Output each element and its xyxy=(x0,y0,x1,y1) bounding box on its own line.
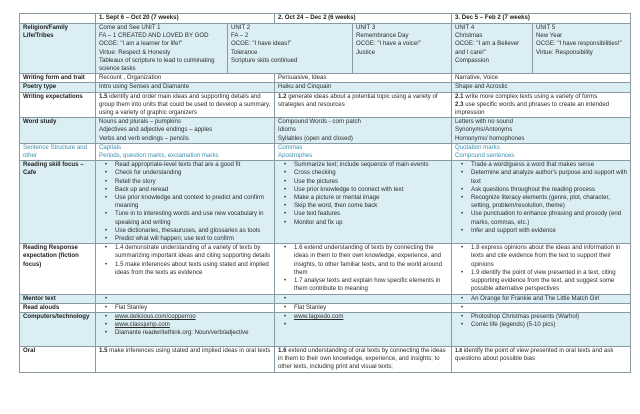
term-1-cell: 1.5 make inferences using stated and implied ideas in oral texts xyxy=(96,346,275,372)
term-1-cell: 1.5 identify and order main ideas and supporting details and group them into units that could be used to develop a summary, using a variety of graphic organizers xyxy=(96,92,275,118)
row-label: Religion/Family Life/Tribes xyxy=(20,24,96,74)
list-item: • Trade a word/guess a word that makes sense xyxy=(465,161,627,169)
term-1-cell: Intro using Senses and Diamante xyxy=(96,83,275,92)
term-3-cell: Quotation marks Compound sentences xyxy=(452,143,631,160)
term-2-cell: Haiku and Cinquain xyxy=(275,83,452,92)
list-item: • Use prior knowledge to connect with text xyxy=(288,186,448,194)
list-item: • Flat Stanley xyxy=(109,304,271,312)
read-alouds-row xyxy=(20,303,631,312)
list-item: • Use the pictures xyxy=(288,178,448,186)
list-item: • Retell the story xyxy=(109,178,271,186)
row-label: Word study xyxy=(20,118,96,144)
unit-5-cell: UNIT 5 New Year OCGE: "I have responsibilities!" Virtue: Responsibility xyxy=(533,24,631,74)
term-1-cell: Recount , Organization xyxy=(96,74,275,83)
list-item: • 1.7 analyse texts and explain how specific elements in them contribute to meaning xyxy=(288,277,448,293)
list-item: • Diamante readwritethink.org: Noun/verb/adjective xyxy=(109,329,271,337)
religion-row xyxy=(20,24,631,74)
list-item: • An Orange for Frankie and The Little Match Girl xyxy=(465,295,627,303)
list-item: • 1.6 extend understanding of texts by connecting the ideas in them to their own knowledge, experience, and insights, to other familiar texts, and to the world around them xyxy=(288,244,448,277)
term-3-cell xyxy=(452,161,631,244)
term-2-cell xyxy=(275,244,452,294)
term-1-cell: Capitals Periods, question marks, exclamation marks xyxy=(96,143,275,160)
term-2-cell: Persuasive, Ideas xyxy=(275,74,452,83)
oral-row xyxy=(20,346,631,372)
list-item: • Comic life (legends) (5-10 pics) xyxy=(465,321,627,329)
list-item: • Infer and support with evidence xyxy=(465,227,627,235)
term-2-cell xyxy=(275,303,452,312)
list-item: • Ask questions throughout the reading process xyxy=(465,186,627,194)
list-item: • 1.8 express opinions about the ideas and information in texts and cite evidence from the text to support their opinions xyxy=(465,244,627,269)
row-label: Reading skill focus – Cafe xyxy=(20,161,96,244)
list-item: • Summarize text; include sequence of main events xyxy=(288,161,448,169)
term-3-cell xyxy=(452,303,631,312)
term-2-cell: Commas Apostrophes xyxy=(275,143,452,160)
list-item: • Skip the word, then come back xyxy=(288,202,448,210)
list-item: • Determine and analyze author's purpose and support with text xyxy=(465,169,627,185)
term-1-cell xyxy=(96,294,275,303)
list-item: • 1.5 make inferences about texts using stated and implied ideas from the texts as evidence xyxy=(109,261,271,277)
term-1-cell xyxy=(96,244,275,294)
poetry-row xyxy=(20,83,631,92)
row-label: Read alouds xyxy=(20,303,96,312)
unit-4-cell: UNIT 4 Christmas OCGE: "I am a Believer and I care!" Compassion xyxy=(452,24,533,74)
writing-expectations-row xyxy=(20,92,631,118)
term-1-cell xyxy=(96,312,275,346)
term-3-cell xyxy=(452,294,631,303)
term-2-cell: 1.2 generate ideas about a potential topic using a variety of strategies and resources xyxy=(275,92,452,118)
term-3-cell: Shape and Acrostic xyxy=(452,83,631,92)
technology-row xyxy=(20,312,631,346)
corner-cell xyxy=(20,14,96,24)
row-label: Computers/technology xyxy=(20,312,96,346)
term-3-cell xyxy=(452,312,631,346)
list-item: • Tune in to interesting words and use new vocabulary in speaking and writing xyxy=(109,210,271,226)
writing-form-row xyxy=(20,74,631,83)
term-3-header: 3. Dec 5 – Feb 2 (7 weeks) xyxy=(452,14,631,24)
term-2-cell xyxy=(275,294,452,303)
term-3-cell: 2.1 write more complex texts using a variety of forms 2.3 use specific words and phrases to create an intended impression xyxy=(452,92,631,118)
row-label: Poetry type xyxy=(20,83,96,92)
term-2-header: 2. Oct 24 – Dec 2 (6 weeks) xyxy=(275,14,452,24)
term-3-cell: 1.8 identify the point of view presented in oral texts and ask questions about possible bias xyxy=(452,346,631,372)
list-item: • Cross checking xyxy=(288,169,448,177)
row-label: Oral xyxy=(20,346,96,372)
unit-3-cell: UNIT 3 Remembrance Day OCGE: "I have a voice!" Justice xyxy=(353,24,452,74)
list-item: • Use prior knowledge and context to predict and confirm meaning xyxy=(109,194,271,210)
row-label: Reading Response expectation (fiction focus) xyxy=(20,244,96,294)
list-item: • Back up and reread xyxy=(109,186,271,194)
list-item: • Photoshop Christmas presents (Warhol) xyxy=(465,313,627,321)
mentor-text-row xyxy=(20,294,631,303)
reading-skill-row xyxy=(20,161,631,244)
list-item: • Make a picture or mental image xyxy=(288,194,448,202)
list-item: • Read appropriate-level texts that are a good fit xyxy=(109,161,271,169)
term-2-cell: Compound Words - corn patch Idioms Syllables (open and closed) xyxy=(275,118,452,144)
list-item: • Recognize literacy elements (genre, plot, character, setting, problem/resolution, theme) xyxy=(465,194,627,210)
curriculum-plan-table xyxy=(19,13,631,373)
list-item: • Check for understanding xyxy=(109,169,271,177)
unit-2-cell: UNIT 2 FA – 2 OCGE: "I have ideas!" Tolerance Scripture skits continued xyxy=(228,24,353,74)
list-item: • Monitor and fix up xyxy=(288,219,448,227)
tagxedo-link[interactable]: www.tagxedo.com xyxy=(294,312,344,320)
term-1-cell xyxy=(96,161,275,244)
list-item: • Use text features xyxy=(288,210,448,218)
list-item: • Use dictionaries, thesauruses, and glossaries as tools xyxy=(109,227,271,235)
term-2-cell: 1.6 extend understanding of oral texts by connecting the ideas in them to their own knowledge, experience, and insights; to other texts, including print and visual texts; xyxy=(275,346,452,372)
row-label: Writing form and trait xyxy=(20,74,96,83)
list-item: • Use punctuation to enhance phrasing and prosody (end marks, commas, etc.) xyxy=(465,210,627,226)
row-label: Mentor text xyxy=(20,294,96,303)
list-item: • 1.4 demonstrate understanding of a variety of texts by summarizing important ideas and citing supporting details xyxy=(109,244,271,260)
reading-response-row xyxy=(20,244,631,294)
unit-1-cell: Come and See UNIT 1 FA – 1 CREATED AND LOVED BY GOD OCGE: "I am a learner for life!" Virtue: Respect & Honesty Tableaux of scripture to lead to culminating science tasks xyxy=(96,24,228,74)
term-2-cell xyxy=(275,161,452,244)
term-2-cell xyxy=(275,312,452,346)
term-3-cell: Letters with no sound Synonyms/Antonyms Homonyms/ homophones xyxy=(452,118,631,144)
list-item: • Flat Stanley xyxy=(288,304,448,312)
row-label: Sentence Structure and other xyxy=(20,143,96,160)
term-1-cell xyxy=(96,303,275,312)
classjump-link[interactable]: www.classjump.com xyxy=(115,321,170,329)
row-label: Writing expectations xyxy=(20,92,96,118)
term-3-cell xyxy=(452,244,631,294)
list-item: • Predict what will happen; use text to confirm xyxy=(109,235,271,243)
term-3-cell: Narrative, Voice xyxy=(452,74,631,83)
sentence-structure-row xyxy=(20,143,631,160)
term-1-header: 1. Sept 6 – Oct 20 (7 weeks) xyxy=(96,14,275,24)
delicious-link[interactable]: www.delicious.com/copperroo xyxy=(115,312,196,320)
term-1-cell: Nouns and plurals – pumpkins Adjectives and adjective endings – apples Verbs and verb endings – pencils xyxy=(96,118,275,144)
word-study-row xyxy=(20,118,631,144)
term-header-row xyxy=(20,14,631,24)
list-item: • 1.9 identify the point of view presented in a text, citing supporting evidence from the text, and suggest some possible alternative perspectives xyxy=(465,269,627,294)
